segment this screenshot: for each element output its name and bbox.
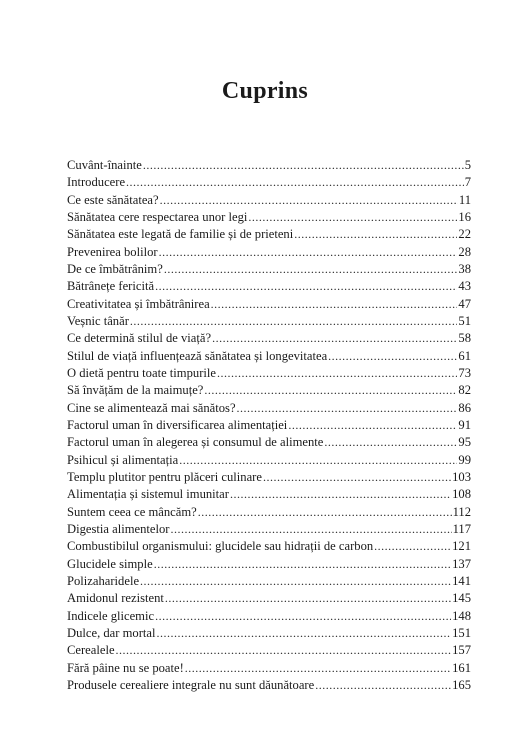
toc-entry-title: Ce este sănătatea? — [67, 192, 159, 207]
toc-entry — [67, 278, 471, 295]
toc-entry-page-number: 58 — [458, 331, 471, 346]
dot-leader — [248, 209, 457, 226]
toc-entry-title: Factorul uman în diversificarea alimentației — [67, 417, 288, 432]
toc-entry — [67, 521, 471, 538]
toc-entry-page-number: 91 — [458, 417, 471, 432]
toc-entry-title: O dietă pentru toate timpurile — [67, 365, 216, 380]
toc-entry — [67, 434, 471, 451]
toc-entry-page-number: 11 — [458, 192, 471, 207]
toc-entry-page-number: 61 — [458, 348, 471, 363]
toc-entry-page-number: 121 — [452, 539, 471, 554]
toc-entry — [67, 642, 471, 659]
toc-entry-title: Cine se alimentează mai sănătos? — [67, 400, 236, 415]
toc-entry-page-number: 103 — [452, 469, 471, 484]
toc-entry — [67, 469, 471, 486]
toc-entry-page-number: 7 — [464, 175, 471, 190]
page-title: Cuprins — [221, 78, 309, 104]
toc-entry-title: Sănătatea este legată de familie și de prieteni — [67, 227, 294, 242]
toc-entry-page-number: 95 — [458, 435, 471, 450]
toc-entry-title: Dulce, dar mortal — [67, 625, 156, 640]
toc-entry-title: Stilul de viață influențează sănătatea și longevitatea — [67, 348, 328, 363]
toc-entry-title: Templu plutitor pentru plăceri culinare — [67, 469, 262, 484]
toc-entry-title: Veșnic tânăr — [67, 313, 129, 328]
toc-entry-title: Sănătatea cere respectarea unor legi — [67, 209, 248, 224]
toc-entry-title: Digestia alimentelor — [67, 521, 170, 536]
toc-entry-title: Amidonul rezistent — [67, 591, 164, 606]
toc-entry-page-number: 165 — [452, 677, 471, 692]
toc-entry — [67, 313, 471, 330]
toc-entry-title: Cuvânt-înainte — [67, 158, 142, 172]
dot-leader — [165, 590, 451, 607]
dot-leader — [130, 313, 458, 330]
toc-entry-title: Să învățăm de la maimuțe? — [67, 383, 204, 398]
dot-leader — [237, 400, 458, 417]
dot-leader — [140, 573, 451, 590]
toc-entry-title: Cerealele — [67, 643, 115, 658]
toc-entry — [67, 382, 471, 399]
toc-entry — [67, 226, 471, 243]
toc-entry-title: Polizaharidele — [67, 573, 140, 588]
toc-entry — [67, 157, 471, 174]
toc-entry-title: Factorul uman în alegerea și consumul de alimente — [67, 435, 324, 450]
toc-entry-page-number: 86 — [458, 400, 471, 415]
dot-leader — [263, 469, 451, 486]
toc-entry-title: Psihicul și alimentația — [67, 452, 179, 467]
toc-entry — [67, 261, 471, 278]
toc-entry-title: Indicele glicemic — [67, 608, 155, 623]
toc-entry-title: Ce determină stilul de viață? — [67, 331, 212, 346]
toc-entry-page-number: 99 — [458, 452, 471, 467]
toc-entry — [67, 486, 471, 503]
dot-leader — [164, 261, 458, 278]
toc-entry-page-number: 117 — [452, 521, 471, 536]
toc-entry-title: Glucidele simple — [67, 556, 153, 571]
dot-leader — [156, 625, 451, 642]
toc-entry — [67, 400, 471, 417]
toc-entry-title: Produsele cerealiere integrale nu sunt dăunătoare — [67, 677, 315, 692]
toc-entry — [67, 209, 471, 226]
toc-entry-title: Prevenirea bolilor — [67, 244, 158, 259]
dot-leader — [160, 192, 458, 209]
toc-entry-page-number: 161 — [452, 660, 471, 675]
dot-leader — [154, 556, 451, 573]
toc-entry-page-number: 47 — [458, 296, 471, 311]
toc-entry-title: Creativitatea și îmbătrânirea — [67, 296, 210, 311]
dot-leader — [230, 486, 451, 503]
toc-entry-page-number: 157 — [452, 643, 471, 658]
toc-entry-page-number: 148 — [452, 608, 471, 623]
toc-entry-page-number: 5 — [464, 158, 471, 172]
table-of-contents — [67, 157, 471, 694]
toc-entry-page-number: 108 — [452, 487, 471, 502]
toc-entry-title: Alimentația și sistemul imunitar — [67, 487, 229, 502]
toc-entry — [67, 365, 471, 382]
dot-leader — [324, 434, 457, 451]
dot-leader — [204, 382, 457, 399]
toc-entry — [67, 538, 471, 555]
toc-entry-page-number: 137 — [452, 556, 471, 571]
toc-entry-page-number: 141 — [452, 573, 471, 588]
dot-leader — [126, 174, 464, 191]
toc-entry — [67, 660, 471, 677]
toc-entry-title: Introducere — [67, 175, 126, 190]
toc-entry-page-number: 145 — [452, 591, 471, 606]
toc-entry — [67, 174, 471, 191]
toc-entry-page-number: 82 — [458, 383, 471, 398]
toc-entry — [67, 625, 471, 642]
toc-entry — [67, 608, 471, 625]
dot-leader — [155, 608, 451, 625]
toc-entry — [67, 573, 471, 590]
toc-entry — [67, 330, 471, 347]
toc-entry-page-number: 112 — [452, 504, 471, 519]
toc-entry-page-number: 43 — [458, 279, 471, 294]
toc-entry — [67, 348, 471, 365]
dot-leader — [328, 348, 457, 365]
toc-entry-page-number: 151 — [452, 625, 471, 640]
dot-leader — [374, 538, 451, 555]
toc-entry-title: Bătrânețe fericită — [67, 279, 155, 294]
dot-leader — [217, 365, 457, 382]
dot-leader — [116, 642, 452, 659]
dot-leader — [185, 660, 451, 677]
toc-entry-title: Fără pâine nu se poate! — [67, 660, 184, 675]
dot-leader — [211, 296, 458, 313]
dot-leader — [198, 504, 452, 521]
toc-entry — [67, 556, 471, 573]
dot-leader — [288, 417, 457, 434]
dot-leader — [143, 157, 464, 174]
toc-entry — [67, 417, 471, 434]
dot-leader — [294, 226, 457, 243]
toc-entry — [67, 244, 471, 261]
dot-leader — [159, 244, 458, 261]
toc-entry-page-number: 73 — [458, 365, 471, 380]
dot-leader — [170, 521, 451, 538]
dot-leader — [315, 677, 451, 694]
toc-entry — [67, 677, 471, 694]
toc-entry-page-number: 22 — [458, 227, 471, 242]
toc-entry-page-number: 51 — [458, 313, 471, 328]
toc-entry-page-number: 38 — [458, 261, 471, 276]
dot-leader — [212, 330, 457, 347]
toc-entry — [67, 590, 471, 607]
dot-leader — [155, 278, 457, 295]
toc-entry-title: Combustibilul organismului: glucidele sau hidrații de carbon — [67, 539, 374, 554]
toc-entry-page-number: 16 — [458, 209, 471, 224]
toc-entry-title: De ce îmbătrânim? — [67, 261, 163, 276]
toc-entry — [67, 452, 471, 469]
toc-entry — [67, 504, 471, 521]
dot-leader — [179, 452, 457, 469]
toc-entry — [67, 296, 471, 313]
toc-entry-page-number: 28 — [458, 244, 471, 259]
toc-entry — [67, 192, 471, 209]
toc-entry-title: Suntem ceea ce mâncăm? — [67, 504, 197, 519]
